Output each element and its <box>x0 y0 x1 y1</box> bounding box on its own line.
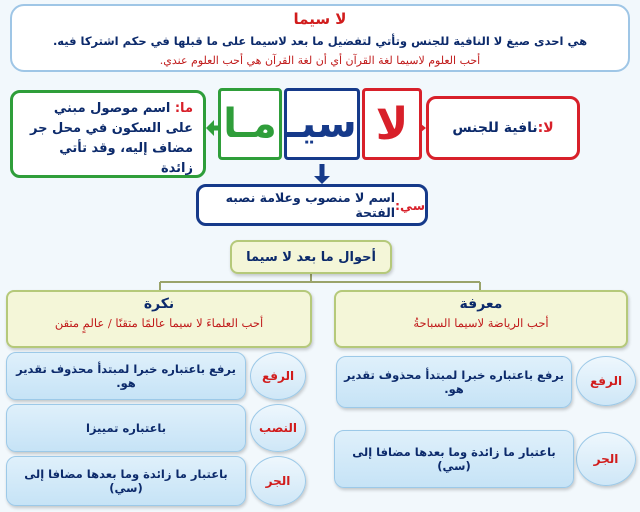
nakira-text-nasb: باعتباره تمييزا <box>6 404 246 452</box>
nakira-case-raf: الرفع <box>250 352 306 400</box>
la-label: لا: <box>537 120 554 136</box>
marifa-case-raf: الرفع <box>576 356 636 406</box>
marifa-example: أحب الرياضة لاسيما السباحةُ <box>413 316 549 330</box>
nakira-case-nasb: النصب <box>250 404 306 452</box>
nakira-text-raf: يرفع باعتباره خبرا لمبتدأ محذوف تقدير هو. <box>6 352 246 400</box>
nakira-text-jar: باعتبار ما زائدة وما بعدها مضافا إلى (سي) <box>6 456 246 506</box>
sy-label: سي: <box>395 197 425 213</box>
definition-title: لا سيما <box>293 10 347 28</box>
marifa-text-raf: يرفع باعتباره خبرا لمبتدأ محذوف تقدير هو. <box>336 356 572 408</box>
marifa-text-jar: باعتبار ما زائدة وما بعدها مضافا إلى (سي) <box>334 430 574 488</box>
ma-text: اسم موصول مبني على السكون في محل جر مضاف إليه، وقد تأتي زائدة <box>30 101 193 176</box>
marifa-header <box>334 290 628 348</box>
word-part-ma: مـا <box>218 88 282 160</box>
nakira-case-jar: الجر <box>250 456 306 506</box>
word-part-sy: سيـ <box>284 88 360 160</box>
nakira-title: نكرة <box>143 296 175 312</box>
word-part-la: لا <box>362 88 422 160</box>
ahwal-box: أحوال ما بعد لا سيما <box>230 240 392 274</box>
nakira-example: أحب العلماءَ لا سيما عالمًا متقنًا / عالمٍ متقن <box>54 316 264 330</box>
ma-label: ما: <box>174 101 193 116</box>
la-box <box>426 96 580 160</box>
nakira-header <box>6 290 312 348</box>
marifa-case-jar: الجر <box>576 432 636 486</box>
definition-box <box>10 4 630 72</box>
marifa-title: معرفة <box>459 296 503 312</box>
definition-text: هي احدى صيغ لا النافية للجنس وتأتي لتفضيل ما بعد لاسيما على ما قبلها في حكم اشتركا فيه. <box>52 34 588 48</box>
la-text: نافية للجنس <box>452 120 538 136</box>
ma-box <box>10 90 206 178</box>
la-siyama-word <box>222 88 422 164</box>
sy-text: اسم لا منصوب وعلامة نصبه الفتحة <box>225 190 396 220</box>
sy-box <box>196 184 428 226</box>
definition-example: أحب العلوم لاسيما لغة القرآن أي أن لغة القرآن هي أحب العلوم عندي. <box>159 54 481 67</box>
